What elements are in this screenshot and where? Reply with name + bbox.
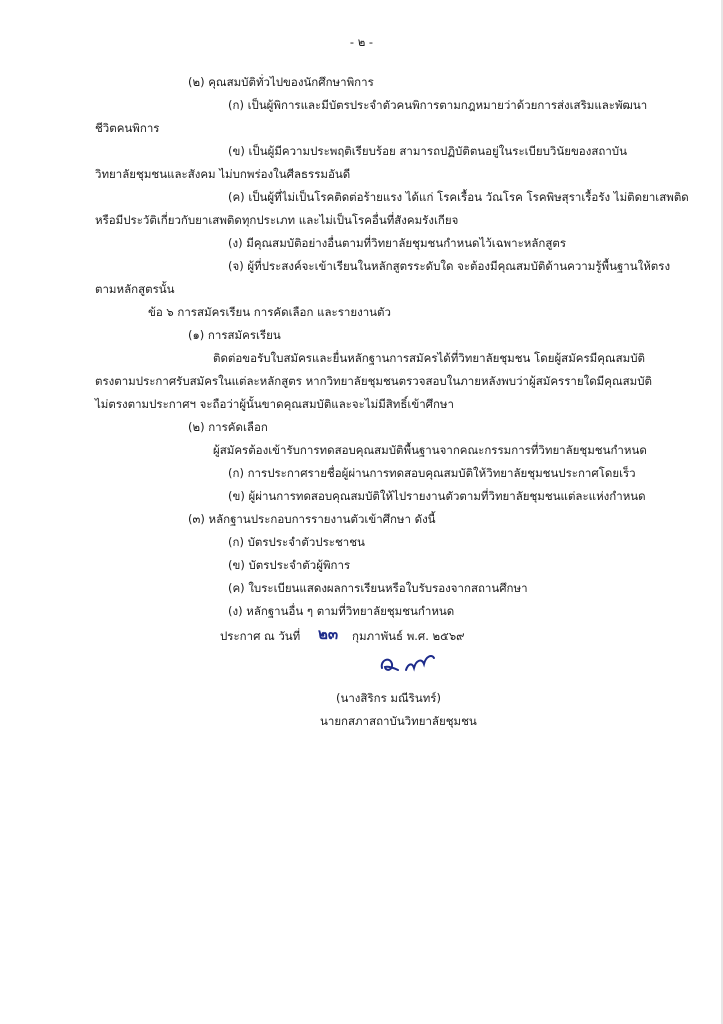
item-kha-text: (ข) เป็นผู้มีความประพฤติเรียบร้อย สามารถปฏิบัติตนอยู่ในระเบียบวินัยของสถาบัน [228,144,627,158]
item-ka-continued: ชีวิตคนพิการ [95,121,160,135]
subsection-2-heading: (๒) การคัดเลือก [188,420,268,434]
announcement-date-prefix: ประกาศ ณ วันที่ [220,629,301,643]
page-number: - ๒ - [349,35,374,49]
subsection-2-item-kha: (ข) ผู้ผ่านการทดสอบคุณสมบัติให้ไปรายงานตัวตามที่วิทยาลัยชุมชนแต่ละแห่งกำหนด [228,489,646,503]
item-cho-text: (จ) ผู้ที่ประสงค์จะเข้าเรียนในหลักสูตรระดับใด จะต้องมีคุณสมบัติด้านความรู้พื้นฐานให้ตรง [228,259,671,273]
subsection-1-paragraph: ติดต่อขอรับใบสมัครและยื่นหลักฐานการสมัครได้ที่วิทยาลัยชุมชน โดยผู้สมัครมีคุณสมบัติ [213,351,645,365]
item-kho-continued: หรือมีประวัติเกี่ยวกับยาเสพติดทุกประเภท และไม่เป็นโรคอื่นที่สังคมรังเกียจ [95,213,459,227]
subsection-1-paragraph-end: ไม่ตรงตามประกาศฯ จะถือว่าผู้นั้นขาดคุณสมบัติและจะไม่มีสิทธิ์เข้าศึกษา [95,397,454,411]
item-kho-text: (ค) เป็นผู้ที่ไม่เป็นโรคติดต่อร้ายแรง ได้แก่ โรคเรื้อน วัณโรค โรคพิษสุราเรื้อรัง ไม่ติดยาเสพติด [228,190,689,204]
signer-name: (นางสิริกร มณีรินทร์) [336,691,441,705]
subsection-3-heading: (๓) หลักฐานประกอบการรายงานตัวเข้าศึกษา ดังนี้ [188,512,436,526]
signature-image [376,646,440,680]
item-ka-text: (ก) เป็นผู้พิการและมีบัตรประจำตัวคนพิการตามกฎหมายว่าด้วยการส่งเสริมและพัฒนา [228,98,648,112]
subsection-2-item-ka: (ก) การประกาศรายชื่อผู้ผ่านการทดสอบคุณสมบัติให้วิทยาลัยชุมชนประกาศโดยเร็ว [228,466,636,480]
article-6-heading: ข้อ ๖ การสมัครเรียน การคัดเลือก และรายงานตัว [148,305,391,319]
subsection-3-item-kha: (ข) บัตรประจำตัวผู้พิการ [228,558,351,572]
section-2-heading: (๒) คุณสมบัติทั่วไปของนักศึกษาพิการ [188,75,374,89]
item-ngo-text: (ง) มีคุณสมบัติอย่างอื่นตามที่วิทยาลัยชุมชนกำหนดไว้เฉพาะหลักสูตร [228,236,567,250]
announcement-month-year: กุมภาพันธ์ พ.ศ. ๒๕๖๙ [352,629,465,643]
item-cho-continued: ตามหลักสูตรนั้น [95,282,175,296]
subsection-1-heading: (๑) การสมัครเรียน [188,328,281,342]
subsection-2-paragraph: ผู้สมัครต้องเข้ารับการทดสอบคุณสมบัติพื้นฐานจากคณะกรรมการที่วิทยาลัยชุมชนกำหนด [213,443,647,457]
subsection-3-item-ngo: (ง) หลักฐานอื่น ๆ ตามที่วิทยาลัยชุมชนกำหนด [228,604,455,618]
subsection-1-paragraph-cont: ตรงตามประกาศรับสมัครในแต่ละหลักสูตร หากวิทยาลัยชุมชนตรวจสอบในภายหลังพบว่าผู้สมัครรายใดมีคุณสมบัติ [95,374,652,388]
signer-position: นายกสภาสถาบันวิทยาลัยชุมชน [320,714,477,728]
subsection-3-item-ka: (ก) บัตรประจำตัวประชาชน [228,535,365,549]
subsection-3-item-kho: (ค) ใบระเบียนแสดงผลการเรียนหรือใบรับรองจากสถานศึกษา [228,581,528,595]
item-kha-continued: วิทยาลัยชุมชนและสังคม ไม่บกพร่องในศีลธรรมอันดี [95,167,351,181]
announcement-day-handwritten: ๒๓ [318,625,339,643]
